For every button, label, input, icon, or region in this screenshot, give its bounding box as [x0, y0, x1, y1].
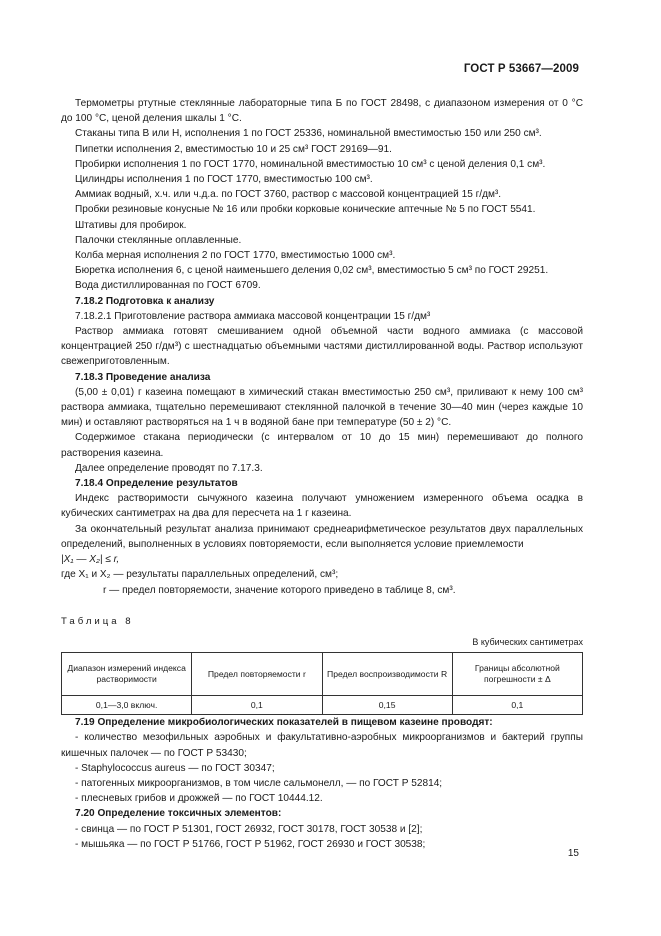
- equipment-item: Штативы для пробирок.: [75, 219, 187, 231]
- paragraph: Индекс растворимости сычужного казеина получают умножением измеренного объема осадка в кубических сантиметрах на два для пересчета на 1 г казеина.: [61, 493, 583, 520]
- table-header-cell: Границы абсолютной погрешности ± Δ: [452, 653, 582, 696]
- equipment-item: Цилиндры исполнения 1 по ГОСТ 1770, вместимостью 100 см³.: [75, 174, 373, 186]
- equipment-item: Пробки резиновые конусные № 16 или пробки корковые конические аптечные № 5 по ГОСТ 5541.: [75, 204, 536, 216]
- subsection-title-7-18-2-1: 7.18.2.1 Приготовление раствора аммиака массовой концентрации 15 г/дм³: [75, 310, 431, 322]
- table-cell: 0,1: [452, 696, 582, 715]
- section-title-7-18-2: 7.18.2 Подготовка к анализу: [75, 295, 215, 307]
- paragraph: Раствор аммиака готовят смешиванием одной объемной части водного аммиака (с массовой концентрацией 250 г/дм³) с шестнадцатью объемными частями дистиллированной воды. Раствор используют свежеприготовленным.: [61, 326, 583, 368]
- table-header-cell: Предел повторяемости r: [192, 653, 322, 696]
- paragraph: (5,00 ± 0,01) г казеина помещают в химический стакан вместимостью 250 см³, приливают к нему 100 см³ раствора аммиака, тщательно перемешивают стеклянной палочкой в течение 30—40 мин (через каждые 10 мин) и оставляют растворяться на 1 ч в водяной бане при температуре (50 ± 2) °С.: [61, 386, 583, 429]
- list-item: - мышьяка — по ГОСТ Р 51766, ГОСТ Р 51962, ГОСТ 26930 и ГОСТ 30538;: [75, 838, 426, 850]
- page-number: 15: [567, 848, 579, 859]
- section-title-7-20: 7.20 Определение токсичных элементов:: [75, 808, 282, 820]
- table-8: [61, 652, 583, 715]
- table-unit: В кубических сантиметрах: [472, 636, 583, 647]
- formula: |X₁ — X₂| ≤ r,: [61, 554, 120, 566]
- paragraph: За окончательный результат анализа принимают среднеарифметическое результатов двух параллельных определений, выполненных в условиях повторяемости, если выполняется условие приемлемости: [61, 523, 583, 550]
- table-row: [62, 696, 583, 715]
- paragraph: Содержимое стакана периодически (с интервалом от 10 до 15 мин) перемешивают до полного растворения казеина.: [61, 432, 583, 459]
- formula-legend: r — предел повторяемости, значение которого приведено в таблице 8, см³.: [103, 584, 456, 596]
- list-item: - плесневых грибов и дрожжей — по ГОСТ 10444.12.: [75, 793, 323, 805]
- table-cell: 0,15: [322, 696, 452, 715]
- equipment-item: Стаканы типа В или Н, исполнения 1 по ГОСТ 25336, номинальной вместимостью 150 или 250 см³.: [75, 128, 542, 140]
- equipment-item: Термометры ртутные стеклянные лабораторные типа Б по ГОСТ 28498, с диапазоном измерения от 0 °С до 100 °С, ценой деления шкалы 1 °С.: [61, 98, 583, 125]
- table-cell: 0,1: [192, 696, 322, 715]
- table-caption: Таблица 8: [61, 615, 134, 627]
- equipment-item: Пипетки исполнения 2, вместимостью 10 и 25 см³ ГОСТ 29169—91.: [75, 143, 392, 155]
- equipment-item: Палочки стеклянные оплавленные.: [75, 234, 242, 246]
- list-item: - Staphylococcus aureus — по ГОСТ 30347;: [75, 762, 275, 774]
- section-title-7-18-3: 7.18.3 Проведение анализа: [75, 371, 211, 383]
- section-title-7-19: 7.19 Определение микробиологических показателей в пищевом казеине проводят:: [75, 717, 493, 729]
- list-item: - свинца — по ГОСТ Р 51301, ГОСТ 26932, ГОСТ 30178, ГОСТ 30538 и [2];: [75, 823, 423, 835]
- list-item: - патогенных микроорганизмов, в том числе сальмонелл, — по ГОСТ Р 52814;: [75, 777, 443, 789]
- equipment-item: Бюретка исполнения 6, с ценой наименьшего деления 0,02 см³, вместимостью 5 см³ по ГОСТ 29251.: [75, 265, 549, 277]
- section-title-7-18-4: 7.18.4 Определение результатов: [75, 478, 238, 490]
- table-header-cell: Диапазон измерений индекса растворимости: [62, 653, 192, 696]
- document-header: ГОСТ Р 53667—2009: [463, 63, 579, 75]
- equipment-item: Вода дистиллированная по ГОСТ 6709.: [75, 280, 261, 292]
- table-cell: 0,1—3,0 включ.: [62, 696, 192, 715]
- table-header-row: [62, 653, 583, 696]
- equipment-item: Колба мерная исполнения 2 по ГОСТ 1770, вместимостью 1000 см³.: [75, 250, 396, 262]
- formula-legend: где X₁ и X₂ — результаты параллельных определений, см³;: [61, 569, 339, 581]
- page-content: [61, 96, 583, 852]
- paragraph: Далее определение проводят по 7.17.3.: [75, 462, 263, 474]
- table-header-cell: Предел воспроизводимости R: [322, 653, 452, 696]
- equipment-item: Аммиак водный, х.ч. или ч.д.а. по ГОСТ 3760, раствор с массовой концентрацией 15 г/дм³.: [75, 189, 502, 201]
- equipment-item: Пробирки исполнения 1 по ГОСТ 1770, номинальной вместимостью 10 см³ с ценой деления 0,1 см³.: [75, 158, 546, 170]
- list-item: - количество мезофильных аэробных и факультативно-аэробных микроорганизмов и бактерий группы кишечных палочек — по ГОСТ Р 53430;: [61, 732, 583, 759]
